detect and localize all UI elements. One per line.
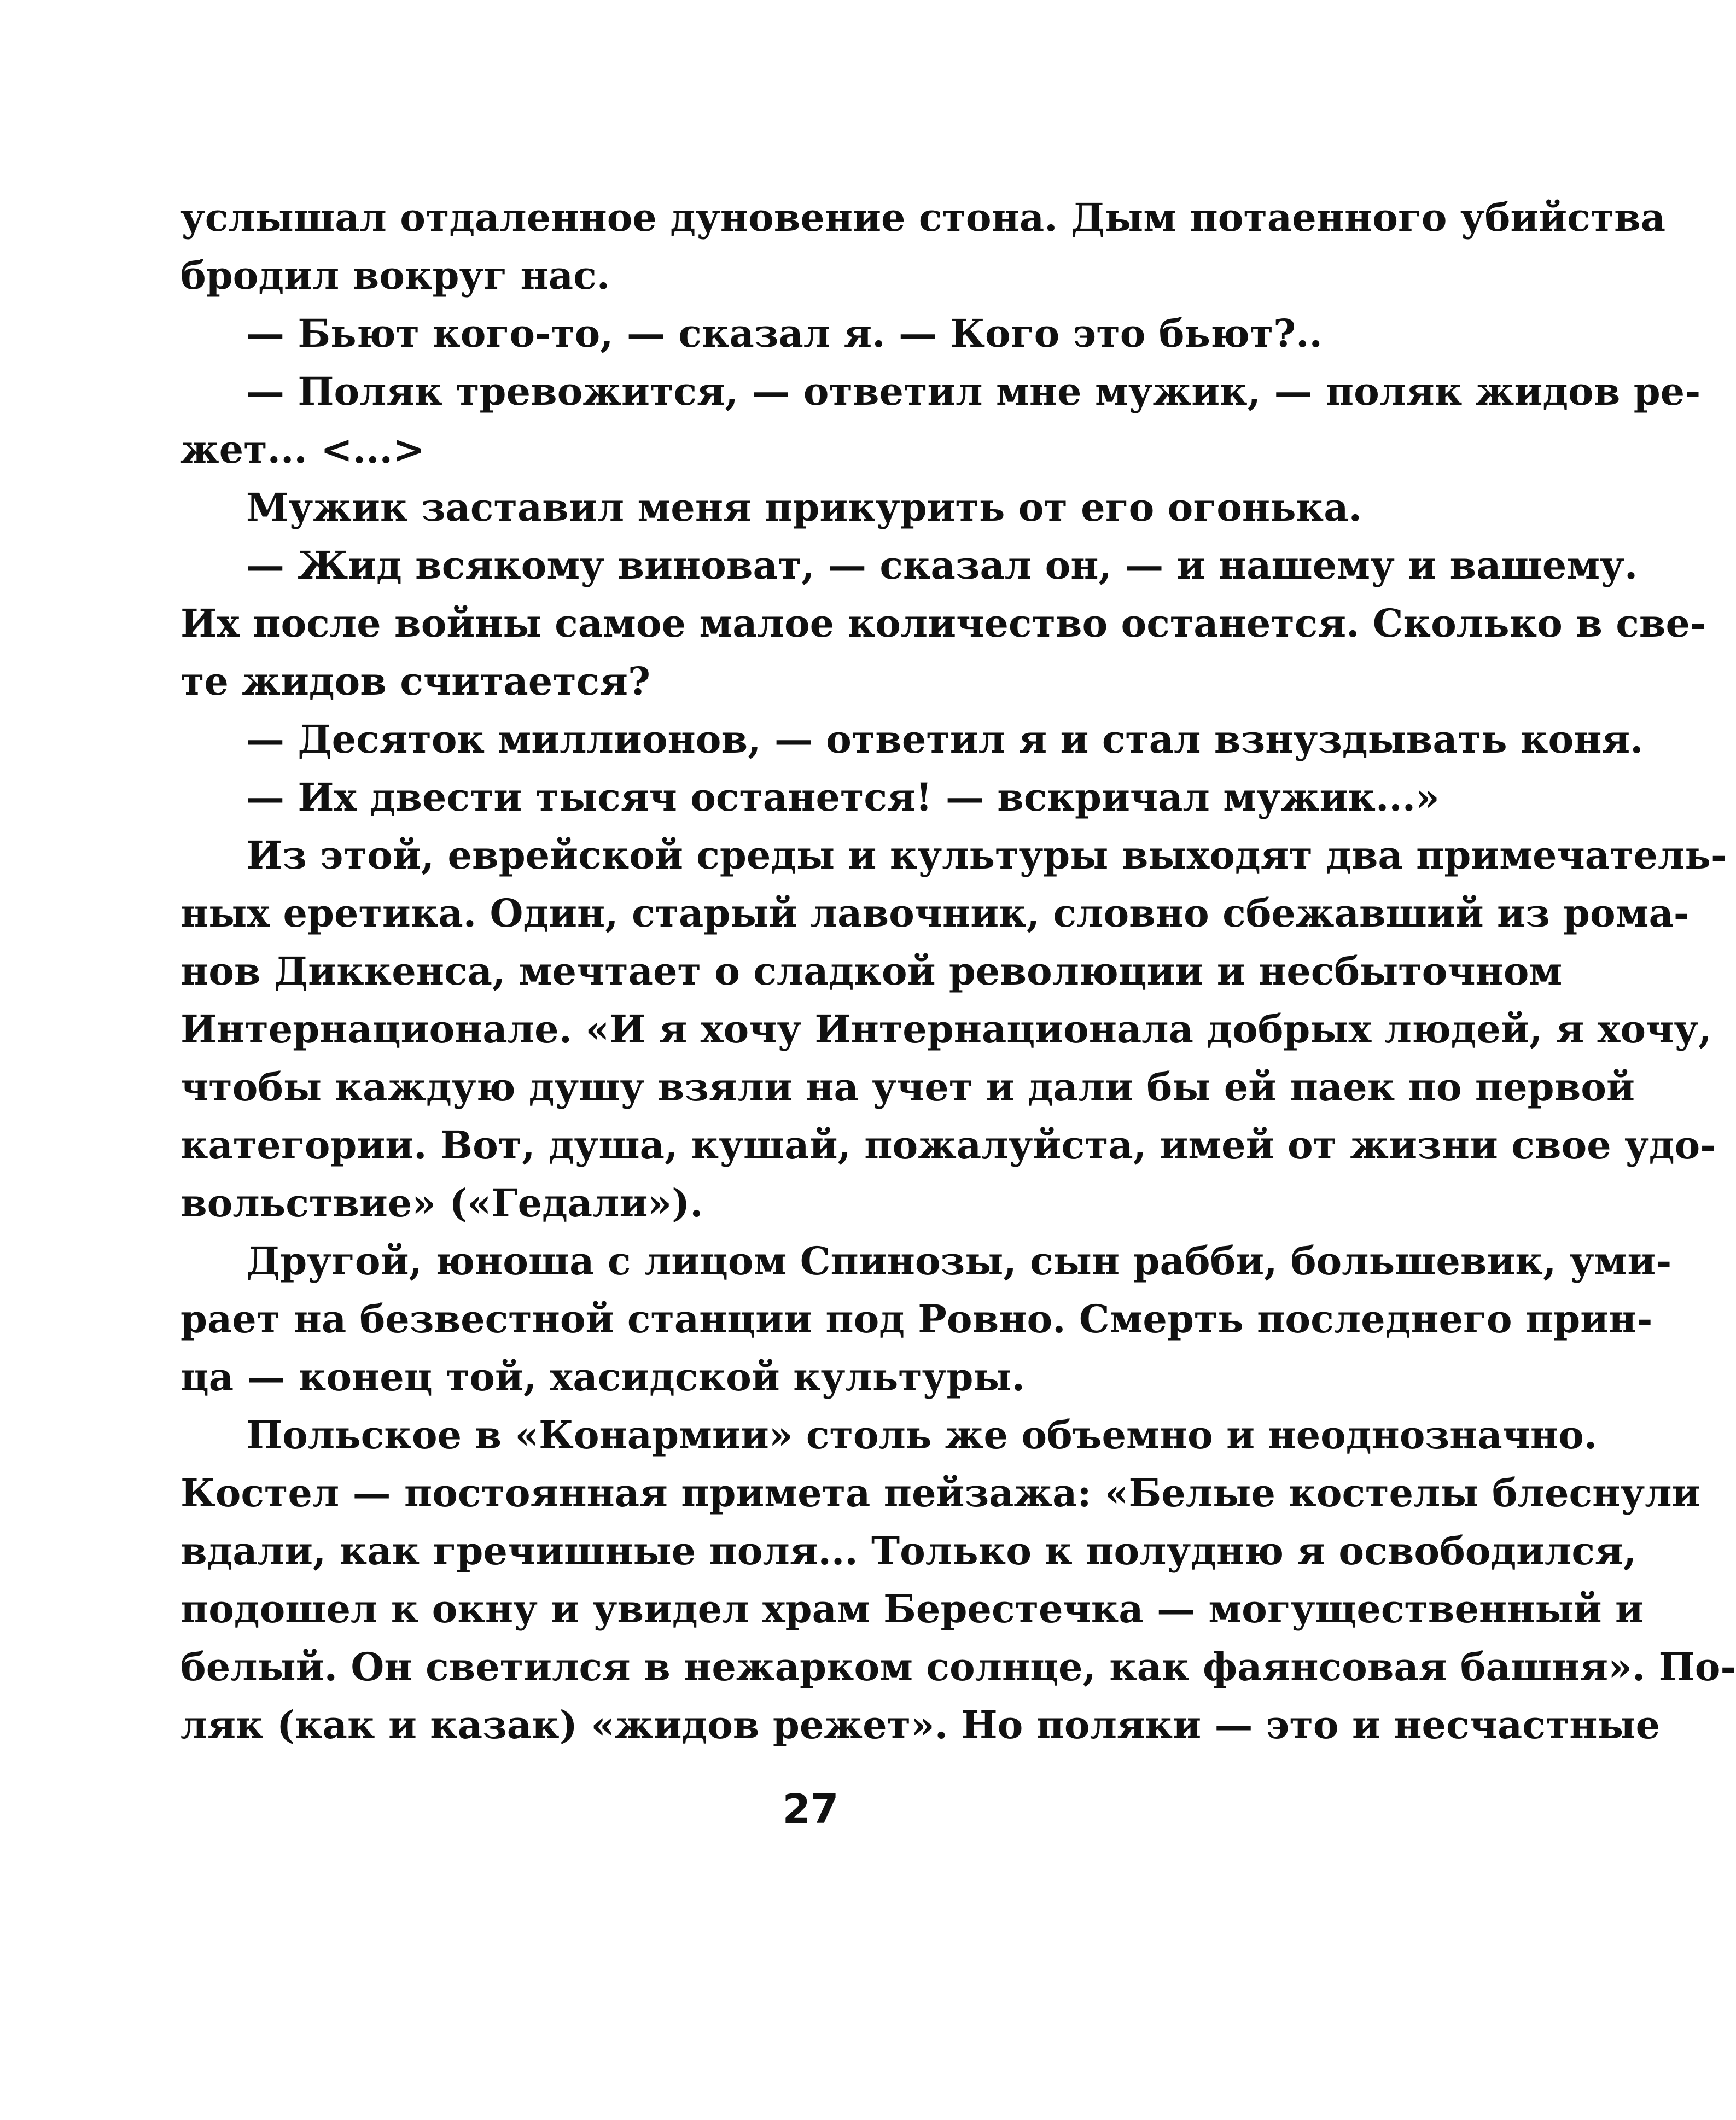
text-line: Их после войны самое малое количество останется. Сколько в све- (180, 601, 1706, 646)
text-line: бродил вокруг нас. (180, 253, 610, 298)
body-text (180, 189, 1736, 1754)
text-line: — Десяток миллионов, — ответил я и стал взнуздывать коня. (246, 717, 1644, 762)
text-line: Другой, юноша с лицом Спинозы, сын рабби, большевик, уми- (246, 1238, 1672, 1284)
text-line: ляк (как и казак) «жидов режет». Но поляки — это и несчастные (180, 1702, 1661, 1748)
text-line: чтобы каждую душу взяли на учет и дали бы ей паек по первой (180, 1064, 1635, 1110)
text-line: белый. Он светился в нежарком солнце, как фаянсовая башня». По- (180, 1644, 1736, 1690)
text-line: Мужик заставил меня прикурить от его огонька. (246, 485, 1362, 530)
text-line: — Их двести тысяч останется! — вскричал мужик...» (246, 774, 1440, 820)
text-line: Интернационале. «И я хочу Интернационала добрых людей, я хочу, (180, 1006, 1712, 1052)
text-line: вдали, как гречишные поля... Только к полудню я освободился, (180, 1528, 1637, 1574)
text-line: ных еретика. Один, старый лавочник, словно сбежавший из рома- (180, 890, 1690, 936)
text-line: подошел к окну и увидел храм Берестечка — могущественный и (180, 1586, 1644, 1632)
text-line: те жидов считается? (180, 659, 651, 704)
text-line: — Жид всякому виноват, — сказал он, — и нашему и вашему. (246, 543, 1638, 588)
page-number: 27 (782, 1786, 839, 1833)
text-line: — Бьют кого-то, — сказал я. — Кого это бьют?.. (246, 311, 1323, 356)
text-line: Костел — постоянная примета пейзажа: «Белые костелы блеснули (180, 1470, 1700, 1516)
text-line: нов Диккенса, мечтает о сладкой революции и несбыточном (180, 948, 1563, 994)
text-line: — Поляк тревожится, — ответил мне мужик, — поляк жидов ре- (246, 369, 1701, 414)
text-line: ца — конец той, хасидской культуры. (180, 1354, 1025, 1400)
text-line: Из этой, еврейской среды и культуры выходят два примечатель- (246, 832, 1727, 878)
text-line: Польское в «Конармии» столь же объемно и неоднозначно. (246, 1412, 1598, 1458)
text-line: услышал отдаленное дуновение стона. Дым потаенного убийства (180, 195, 1666, 240)
text-line: категории. Вот, душа, кушай, пожалуйста, имей от жизни свое удо- (180, 1122, 1716, 1168)
text-line: жет... <...> (180, 427, 425, 472)
text-line: рает на безвестной станции под Ровно. Смерть последнего прин- (180, 1296, 1653, 1342)
text-line: вольствие» («Гедали»). (180, 1180, 703, 1226)
